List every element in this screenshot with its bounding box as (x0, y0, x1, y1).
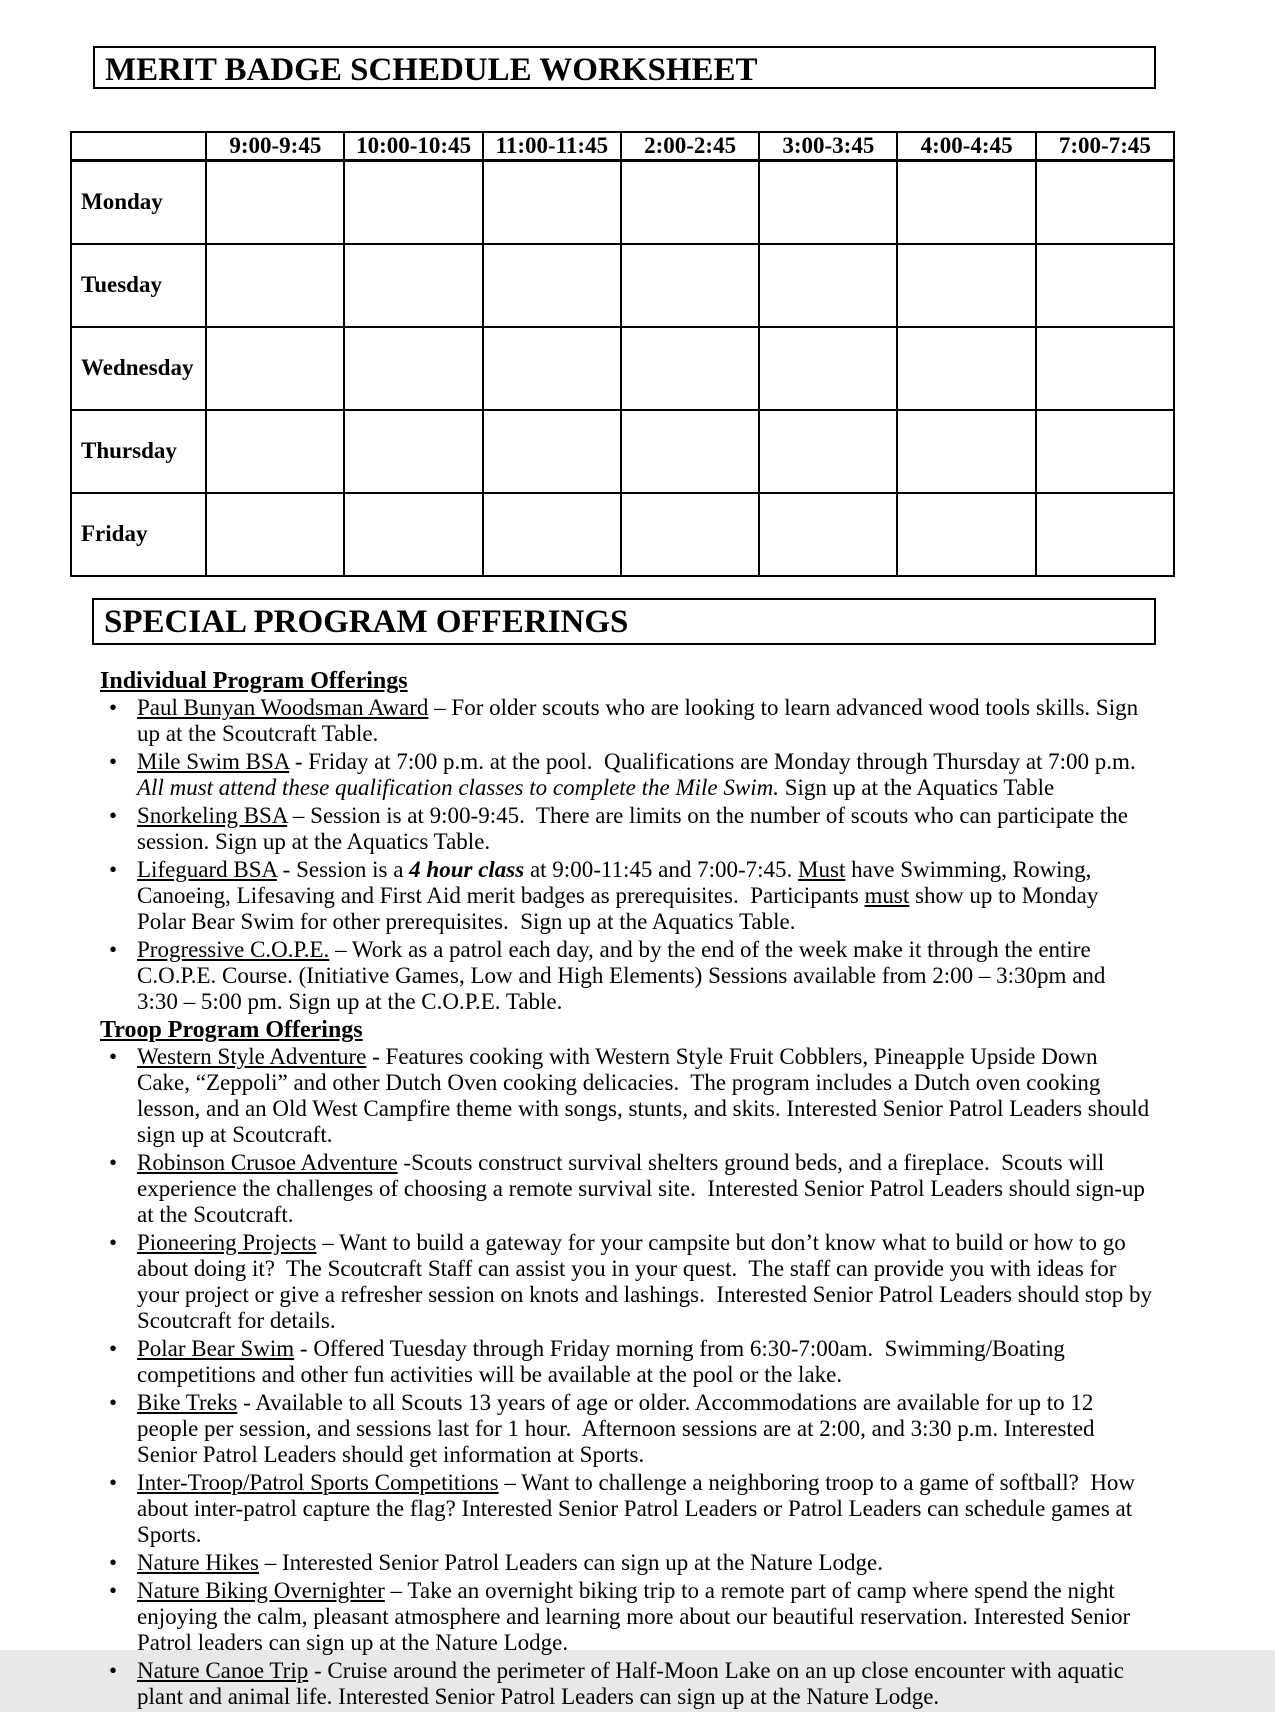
offering-item (100, 1336, 1152, 1388)
offering-text-segment: Pioneering Projects (137, 1230, 317, 1255)
offering-text-segment: have Swimming, Rowing, Canoeing, Lifesaving and First Aid merit badges as prerequisites. Participants (137, 857, 1098, 908)
individual-offerings-list (100, 695, 1152, 1015)
day-row-header: Monday (71, 161, 206, 244)
schedule-cell (1036, 493, 1174, 576)
offering-item (100, 1150, 1152, 1228)
schedule-table (70, 131, 1175, 577)
offering-item (100, 1470, 1152, 1548)
time-column-header: 7:00-7:45 (1036, 132, 1174, 161)
offering-item (100, 1550, 1152, 1576)
day-row-header: Friday (71, 493, 206, 576)
offering-text-segment: Western Style Adventure (137, 1044, 367, 1069)
schedule-cell (206, 161, 344, 244)
offering-text-segment: - Friday at 7:00 p.m. at the pool. Qualifications are Monday through Thursday at 7:00 p.m. (289, 749, 1148, 774)
schedule-cell (344, 493, 482, 576)
schedule-cell (344, 244, 482, 327)
schedule-cell (1036, 244, 1174, 327)
offering-text-segment: at 9:00-11:45 and 7:00-7:45. (524, 857, 799, 882)
schedule-cell (897, 493, 1035, 576)
day-row-header: Wednesday (71, 327, 206, 410)
schedule-cell (897, 244, 1035, 327)
schedule-cell (759, 327, 897, 410)
schedule-cell (206, 410, 344, 493)
offering-item (100, 1230, 1158, 1334)
schedule-cell (483, 161, 621, 244)
schedule-cell (344, 161, 482, 244)
schedule-row (71, 410, 1174, 493)
offering-text-segment: Paul Bunyan Woodsman Award (137, 695, 429, 720)
schedule-cell (897, 161, 1035, 244)
section-title: SPECIAL PROGRAM OFFERINGS (92, 598, 1156, 645)
time-column-header: 2:00-2:45 (621, 132, 759, 161)
offering-text-segment: Bike Treks (137, 1390, 238, 1415)
schedule-cell (206, 493, 344, 576)
offering-text-segment: 4 hour class (409, 857, 525, 882)
schedule-cell (759, 244, 897, 327)
offering-text-segment: must (864, 883, 910, 908)
offering-text-segment: Lifeguard BSA (137, 857, 277, 882)
schedule-cell (759, 410, 897, 493)
offering-item (100, 1578, 1152, 1656)
offering-item (100, 1044, 1155, 1148)
schedule-row (71, 327, 1174, 410)
individual-offerings-heading: Individual Program Offerings (100, 668, 408, 694)
schedule-cell (621, 244, 759, 327)
offering-text-segment: – Want to build a gateway for your campsite but don’t know what to build or how to go about doing it? The Scoutcraft Staff can assist you in your quest. The staff can provide you with ideas for your project or give a refresher session on knots and lashings. Interested Senior Patrol Leaders should stop by Scoutcraft for details. (137, 1230, 1158, 1333)
schedule-cell (344, 327, 482, 410)
offering-item (100, 1390, 1152, 1468)
time-column-header: 10:00-10:45 (344, 132, 482, 161)
schedule-cell (759, 161, 897, 244)
schedule-row (71, 161, 1174, 244)
offering-text-segment: – Session is at 9:00-9:45. There are limits on the number of scouts who can participate the session. Sign up at the Aquatics Table. (137, 803, 1134, 854)
schedule-cell (1036, 161, 1174, 244)
troop-offerings-list (100, 1044, 1158, 1710)
schedule-cell (897, 327, 1035, 410)
offering-text-segment: - Cruise around the perimeter of Half-Moon Lake on an up close encounter with aquatic plant and animal life. Interested Senior Patrol Leaders can sign up at the Nature Lodge. (137, 1658, 1130, 1709)
schedule-cell (1036, 410, 1174, 493)
offering-item (100, 695, 1152, 747)
offering-text-segment: Inter-Troop/Patrol Sports Competitions (137, 1470, 499, 1495)
schedule-cell (897, 410, 1035, 493)
day-row-header: Tuesday (71, 244, 206, 327)
offering-text-segment: Nature Canoe Trip (137, 1658, 309, 1683)
schedule-header-row (71, 132, 1174, 161)
offering-text-segment: Robinson Crusoe Adventure (137, 1150, 398, 1175)
corner-cell (71, 132, 206, 161)
offering-text-segment: - Session is a (276, 857, 410, 882)
schedule-cell (483, 493, 621, 576)
offering-text-segment: - Available to all Scouts 13 years of age or older. Accommodations are available for up to 12 people per session, and sessions last for 1 hour. Afternoon sessions are at 2:00, and 3:30 p.m. Interested Senior Patrol Leaders should get information at Sports. (137, 1390, 1101, 1467)
special-program-offerings (100, 668, 1158, 1712)
schedule-row (71, 493, 1174, 576)
schedule-table-header (71, 132, 1174, 161)
offering-text-segment: Polar Bear Swim (137, 1336, 295, 1361)
offering-text-segment: Nature Hikes (137, 1550, 259, 1575)
day-row-header: Thursday (71, 410, 206, 493)
schedule-cell (206, 244, 344, 327)
time-column-header: 4:00-4:45 (897, 132, 1035, 161)
schedule-cell (621, 161, 759, 244)
offering-text-segment: Nature Biking Overnighter (137, 1578, 385, 1603)
troop-offerings-heading: Troop Program Offerings (100, 1017, 363, 1043)
offering-item (100, 803, 1152, 855)
offering-item (100, 857, 1152, 935)
offering-text-segment: -Scouts construct survival shelters ground beds, and a fireplace. Scouts will experience the challenges of choosing a remote survival site. Interested Senior Patrol Leaders should sign-up at the Scoutcraft. (137, 1150, 1151, 1227)
offering-text-segment: Sign up at the Aquatics Table (778, 775, 1055, 800)
offering-text-segment: – Interested Senior Patrol Leaders can sign up at the Nature Lodge. (259, 1550, 883, 1575)
schedule-cell (483, 327, 621, 410)
schedule-table-body (71, 161, 1174, 576)
schedule-cell (483, 244, 621, 327)
schedule-cell (621, 410, 759, 493)
offering-text-segment: All must attend these qualification classes to complete the Mile Swim. (137, 775, 779, 800)
schedule-cell (759, 493, 897, 576)
time-column-header: 9:00-9:45 (206, 132, 344, 161)
schedule-cell (344, 410, 482, 493)
offering-text-segment: – For older scouts who are looking to learn advanced wood tools skills. Sign up at the Scoutcraft Table. (137, 695, 1144, 746)
offering-text-segment: - Features cooking with Western Style Fruit Cobblers, Pineapple Upside Down Cake, “Zeppoli” and other Dutch Oven cooking delicacies. The program includes a Dutch oven cooking lesson, and an Old West Campfire theme with songs, stunts, and skits. Interested Senior Patrol Leaders should sign up at Scoutcraft. (137, 1044, 1155, 1147)
offering-text-segment: Snorkeling BSA (137, 803, 288, 828)
offering-text-segment: Mile Swim BSA (137, 749, 290, 774)
offering-text-segment: – Take an overnight biking trip to a remote part of camp where spend the night enjoying the calm, pleasant atmosphere and learning more about our beautiful reservation. Interested Senior Patrol leaders can sign up at the Nature Lodge. (137, 1578, 1136, 1655)
schedule-cell (483, 410, 621, 493)
schedule-cell (621, 327, 759, 410)
offering-item (100, 749, 1152, 801)
time-column-header: 11:00-11:45 (483, 132, 621, 161)
offering-text-segment: Progressive C.O.P.E. (137, 937, 330, 962)
offering-item (100, 1658, 1152, 1710)
offering-text-segment: Must (798, 857, 846, 882)
offering-text-segment: – Work as a patrol each day, and by the end of the week make it through the entire C.O.P.E. Course. (Initiative Games, Low and High Elements) Sessions available from 2:00 – 3:30pm and 3:30 – 5:00 pm. Sign up at the C.O.P.E. Table. (137, 937, 1112, 1014)
offering-text-segment: – Want to challenge a neighboring troop to a game of softball? How about inter-patrol capture the flag? Interested Senior Patrol Leaders or Patrol Leaders can schedule games at Sports. (137, 1470, 1141, 1547)
offering-text-segment: - Offered Tuesday through Friday morning from 6:30-7:00am. Swimming/Boating competitions and other fun activities will be available at the pool or the lake. (137, 1336, 1071, 1387)
offering-text-segment: show up to Monday Polar Bear Swim for other prerequisites. Sign up at the Aquatics Table. (137, 883, 1105, 934)
schedule-cell (1036, 327, 1174, 410)
offering-item (100, 937, 1152, 1015)
schedule-cell (621, 493, 759, 576)
page-title: MERIT BADGE SCHEDULE WORKSHEET (93, 46, 1156, 89)
time-column-header: 3:00-3:45 (759, 132, 897, 161)
schedule-cell (206, 327, 344, 410)
schedule-row (71, 244, 1174, 327)
